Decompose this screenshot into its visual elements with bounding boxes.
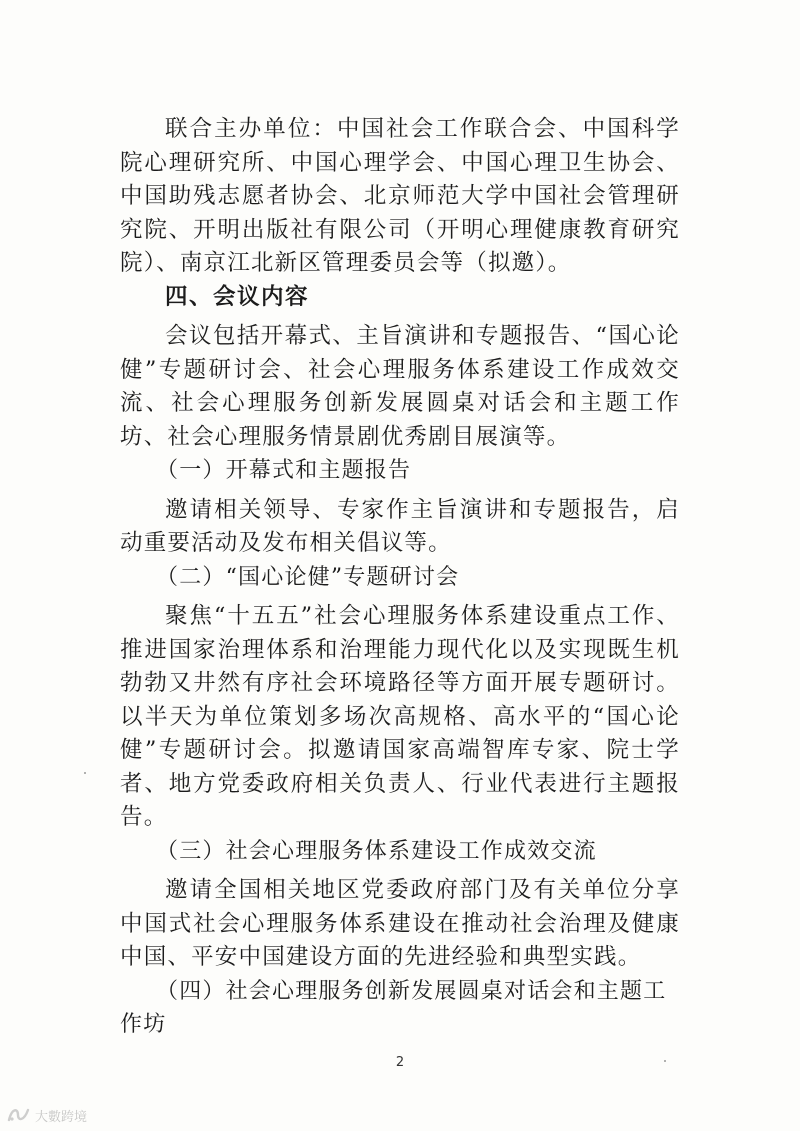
paragraph-opening: 邀请相关领导、专家作主旨演讲和专题报告，启动重要活动及发布相关倡议等。 <box>120 496 680 556</box>
paragraph-meeting-content: 会议包括开幕式、主旨演讲和专题报告、“国心论健”专题研讨会、社会心理服务体系建设工作成效交流、社会心理服务创新发展圆桌对话会和主题工作坊、社会心理服务情景剧优秀剧目展演等。 <box>120 323 680 450</box>
watermark <box>6 1104 87 1126</box>
scan-speck <box>84 772 86 774</box>
subheading-opening: （一）开幕式和主题报告 <box>156 458 412 483</box>
section-heading-meeting-content: 四、会议内容 <box>165 283 310 310</box>
page-number: 2 <box>395 1055 405 1070</box>
brand-logo-icon <box>6 1106 32 1124</box>
watermark-text: 大數跨境 <box>35 1109 88 1125</box>
paragraph-exchange: 邀请全国相关地区党委政府部门及有关单位分享中国式社会心理服务体系建设在推动社会治理及健康中国、平安中国建设方面的先进经验和典型实践。 <box>120 877 680 970</box>
subheading-exchange: （三）社会心理服务体系建设工作成效交流 <box>156 838 597 864</box>
scan-speck <box>664 1060 666 1062</box>
paragraph-organizers: 联合主办单位：中国社会工作联合会、中国科学院心理研究所、中国心理学会、中国心理卫生协会、中国助残志愿者协会、北京师范大学中国社会管理研究院、开明出版社有限公司（开明心理健康教育研究院）、南京江北新区管理委员会等（拟邀）。 <box>120 116 680 276</box>
subheading-roundtable: （四）社会心理服务创新发展圆桌对话会和主题工作坊 <box>120 978 667 1037</box>
paragraph-seminar: 聚焦“十五五”社会心理服务体系建设重点工作、推进国家治理体系和治理能力现代化以及实现既生机勃勃又井然有序社会环境路径等方面开展专题研讨。以半天为单位策划多场次高规格、高水平的“国心论健”专题研讨会。拟邀请国家高端智库专家、院士学者、地方党委政府相关负责人、行业代表进行主题报告。 <box>120 603 680 830</box>
document-body <box>120 113 680 1042</box>
subheading-seminar: （二）“国心论健”专题研讨会 <box>156 564 460 590</box>
